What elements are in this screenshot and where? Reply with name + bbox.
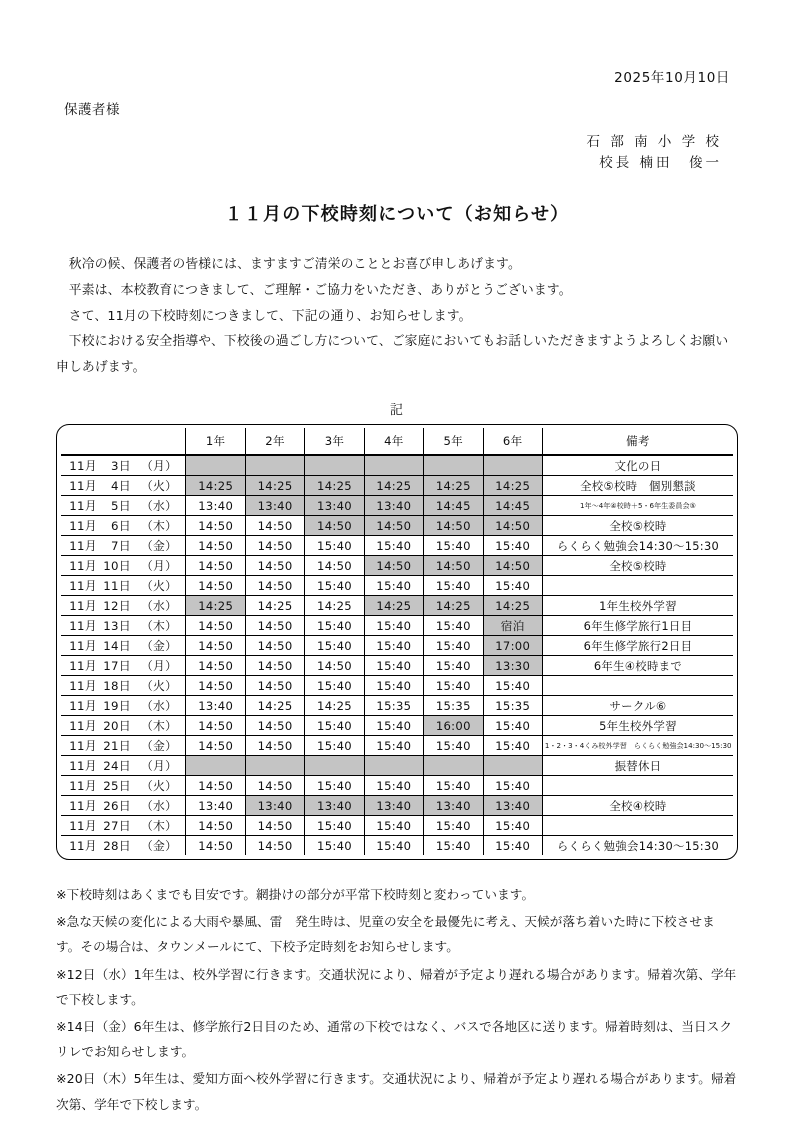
- dismissal-time-grade1: 14:50: [186, 836, 245, 856]
- schedule-table-head: [61, 428, 733, 455]
- date-weekday: （月）: [140, 759, 178, 774]
- row-date-cell: [61, 716, 186, 736]
- dismissal-time-grade6: 13:40: [483, 796, 542, 816]
- row-date-cell: [61, 455, 186, 476]
- dismissal-time-grade5: 16:00: [424, 716, 483, 736]
- row-date-cell: [61, 636, 186, 656]
- dismissal-time-grade6: 15:40: [483, 836, 542, 856]
- row-note-cell: [542, 676, 733, 696]
- date-weekday: （火）: [140, 479, 178, 494]
- date-day: 4日: [111, 479, 131, 494]
- addressee: 保護者様: [64, 102, 120, 118]
- dismissal-time-grade5: 14:25: [424, 476, 483, 496]
- dismissal-time-grade5: 14:25: [424, 596, 483, 616]
- dismissal-time-grade2: 14:25: [245, 696, 304, 716]
- row-date-cell: [61, 576, 186, 596]
- row-note-cell: 全校⑤校時: [542, 556, 733, 576]
- row-note-cell: 文化の日: [542, 455, 733, 476]
- table-row: [61, 696, 733, 716]
- row-date-cell: [61, 836, 186, 856]
- date-month: 11月: [69, 699, 97, 714]
- dismissal-time-grade3: 14:25: [305, 476, 364, 496]
- dismissal-time-grade6: 15:40: [483, 576, 542, 596]
- column-header-grade2: 2年: [245, 428, 304, 455]
- date-day: 3日: [111, 459, 131, 474]
- table-row: [61, 496, 733, 516]
- dismissal-time-grade5: 14:50: [424, 556, 483, 576]
- row-note-cell: 1・2・3・4くみ校外学習 らくらく勉強会14:30～15:30: [542, 736, 733, 756]
- table-row: [61, 836, 733, 856]
- row-date-cell: [61, 496, 186, 516]
- dismissal-time-grade6: 15:40: [483, 536, 542, 556]
- date-weekday: （金）: [140, 639, 178, 654]
- row-date-cell: [61, 596, 186, 616]
- dismissal-time-grade2: 14:50: [245, 556, 304, 576]
- row-note-cell: 振替休日: [542, 756, 733, 776]
- dismissal-time-grade4: 15:40: [364, 816, 423, 836]
- dismissal-time-grade6: 14:25: [483, 476, 542, 496]
- table-row: [61, 616, 733, 636]
- dismissal-time-grade4: 15:40: [364, 536, 423, 556]
- dismissal-time-grade5: 15:40: [424, 776, 483, 796]
- column-header-grade3: 3年: [305, 428, 364, 455]
- date-month: 11月: [69, 779, 97, 794]
- dismissal-time-grade1: 13:40: [186, 796, 245, 816]
- dismissal-time-grade5: [424, 756, 483, 776]
- date-weekday: （木）: [140, 519, 178, 534]
- date-month: 11月: [69, 539, 97, 554]
- date-weekday: （火）: [140, 579, 178, 594]
- dismissal-time-grade3: 15:40: [305, 836, 364, 856]
- row-note-cell: [542, 816, 733, 836]
- greeting-line-2: 平素は、本校教育につきまして、ご理解・ご協力をいただき、ありがとうございます。: [68, 282, 572, 298]
- dismissal-time-grade6: [483, 455, 542, 476]
- dismissal-time-grade1: [186, 756, 245, 776]
- date-month: 11月: [69, 559, 97, 574]
- date-weekday: （水）: [140, 499, 178, 514]
- row-date-cell: [61, 616, 186, 636]
- row-date-cell: [61, 556, 186, 576]
- dismissal-time-grade5: 14:45: [424, 496, 483, 516]
- dismissal-time-grade4: 15:40: [364, 676, 423, 696]
- date-month: 11月: [69, 759, 97, 774]
- dismissal-time-grade2: [245, 455, 304, 476]
- row-date-cell: [61, 696, 186, 716]
- date-day: 14日: [103, 639, 131, 654]
- dismissal-time-grade6: 14:50: [483, 516, 542, 536]
- table-row: [61, 455, 733, 476]
- note-2: ※急な天候の変化による大雨や暴風、雷 発生時は、児童の安全を最優先に考え、天候が落ち着いた時に下校させます。その場合は、タウンメールにて、下校予定時刻をお知らせします。: [56, 914, 715, 955]
- date-day: 24日: [103, 759, 131, 774]
- note-5: ※20日（木）5年生は、愛知方面へ校外学習に行きます。交通状況により、帰着が予定より遅れる場合があります。帰着次第、学年で下校します。: [56, 1071, 737, 1112]
- date-weekday: （木）: [140, 819, 178, 834]
- dismissal-time-grade2: 14:50: [245, 776, 304, 796]
- column-header-grade4: 4年: [364, 428, 423, 455]
- dismissal-time-grade1: 14:50: [186, 576, 245, 596]
- greeting-line-1: 秋冷の候、保護者の皆様には、ますますご清栄のこととお喜び申しあげます。: [68, 256, 521, 272]
- row-date-cell: [61, 656, 186, 676]
- schedule-table-body: [61, 455, 733, 855]
- date-month: 11月: [69, 639, 97, 654]
- date-month: 11月: [69, 459, 97, 474]
- date-day: 19日: [103, 699, 131, 714]
- dismissal-time-grade5: [424, 455, 483, 476]
- table-row: [61, 716, 733, 736]
- dismissal-time-grade6: 14:45: [483, 496, 542, 516]
- date-weekday: （水）: [140, 799, 178, 814]
- dismissal-time-grade3: 15:40: [305, 616, 364, 636]
- dismissal-time-grade5: 15:40: [424, 736, 483, 756]
- dismissal-time-grade5: 15:40: [424, 676, 483, 696]
- row-date-cell: [61, 816, 186, 836]
- dismissal-time-grade6: 14:25: [483, 596, 542, 616]
- row-note-cell: 1年～4年④校時＋5・6年生委員会⑤: [542, 496, 733, 516]
- row-note-cell: [542, 576, 733, 596]
- dismissal-time-grade5: 14:50: [424, 516, 483, 536]
- table-row: [61, 576, 733, 596]
- dismissal-time-grade4: 15:40: [364, 576, 423, 596]
- dismissal-time-grade3: 15:40: [305, 576, 364, 596]
- dismissal-time-grade5: 15:40: [424, 816, 483, 836]
- table-header-row: [61, 428, 733, 455]
- table-row: [61, 536, 733, 556]
- dismissal-time-grade5: 15:35: [424, 696, 483, 716]
- dismissal-time-grade3: 15:40: [305, 676, 364, 696]
- principal-name: 校長 楠田 俊一: [599, 154, 722, 171]
- row-note-cell: 1年生校外学習: [542, 596, 733, 616]
- dismissal-time-grade1: 14:50: [186, 676, 245, 696]
- dismissal-time-grade5: 15:40: [424, 656, 483, 676]
- dismissal-time-grade6: [483, 756, 542, 776]
- dismissal-time-grade1: 14:50: [186, 636, 245, 656]
- dismissal-time-grade5: 15:40: [424, 536, 483, 556]
- dismissal-time-grade6: 15:35: [483, 696, 542, 716]
- date-day: 5日: [111, 499, 131, 514]
- table-row: [61, 596, 733, 616]
- date-month: 11月: [69, 679, 97, 694]
- note-4: ※14日（金）6年生は、修学旅行2日目のため、通常の下校ではなく、バスで各地区に送ります。帰着時刻は、当日スクリレでお知らせします。: [56, 1019, 733, 1060]
- dismissal-time-grade3: 15:40: [305, 776, 364, 796]
- greeting-line-4: 下校における安全指導や、下校後の過ごし方について、ご家庭においてもお話しいただきますようよろしくお願い申しあげます。: [56, 334, 729, 376]
- date-day: 7日: [111, 539, 131, 554]
- table-row: [61, 816, 733, 836]
- date-month: 11月: [69, 799, 97, 814]
- dismissal-time-grade1: 14:50: [186, 536, 245, 556]
- dismissal-time-grade6: 15:40: [483, 816, 542, 836]
- dismissal-time-grade2: 13:40: [245, 496, 304, 516]
- date-weekday: （水）: [140, 699, 178, 714]
- table-row: [61, 676, 733, 696]
- date-weekday: （木）: [140, 619, 178, 634]
- dismissal-time-grade1: 14:50: [186, 616, 245, 636]
- table-row: [61, 556, 733, 576]
- date-day: 11日: [103, 579, 131, 594]
- dismissal-time-grade4: 14:50: [364, 556, 423, 576]
- dismissal-time-grade2: 14:50: [245, 616, 304, 636]
- dismissal-time-grade1: 14:50: [186, 556, 245, 576]
- date-month: 11月: [69, 719, 97, 734]
- date-day: 6日: [111, 519, 131, 534]
- table-row: [61, 476, 733, 496]
- document-date: 2025年10月10日: [614, 70, 730, 86]
- dismissal-time-grade4: 15:40: [364, 716, 423, 736]
- dismissal-time-grade4: [364, 756, 423, 776]
- dismissal-time-grade3: [305, 455, 364, 476]
- date-weekday: （木）: [140, 719, 178, 734]
- dismissal-time-grade2: 14:25: [245, 596, 304, 616]
- date-day: 25日: [103, 779, 131, 794]
- date-day: 10日: [103, 559, 131, 574]
- dismissal-time-grade4: 15:35: [364, 696, 423, 716]
- dismissal-time-grade4: 15:40: [364, 776, 423, 796]
- column-header-grade5: 5年: [424, 428, 483, 455]
- schedule-table: [61, 428, 733, 855]
- dismissal-time-grade3: 13:40: [305, 796, 364, 816]
- dismissal-time-grade6: 宿泊: [483, 616, 542, 636]
- greeting-section: [56, 252, 738, 381]
- date-day: 28日: [103, 839, 131, 854]
- column-header-grade1: 1年: [186, 428, 245, 455]
- date-day: 12日: [103, 599, 131, 614]
- dismissal-time-grade1: 13:40: [186, 496, 245, 516]
- dismissal-time-grade5: 15:40: [424, 576, 483, 596]
- date-month: 11月: [69, 739, 97, 754]
- dismissal-time-grade4: 14:50: [364, 516, 423, 536]
- note-1: ※下校時刻はあくまでも目安です。網掛けの部分が平常下校時刻と変わっています。: [56, 887, 535, 903]
- dismissal-time-grade4: 15:40: [364, 636, 423, 656]
- dismissal-time-grade4: 15:40: [364, 836, 423, 856]
- date-day: 20日: [103, 719, 131, 734]
- dismissal-time-grade1: 13:40: [186, 696, 245, 716]
- date-month: 11月: [69, 819, 97, 834]
- row-note-cell: らくらく勉強会14:30～15:30: [542, 536, 733, 556]
- dismissal-time-grade1: 14:50: [186, 656, 245, 676]
- dismissal-time-grade1: 14:50: [186, 716, 245, 736]
- dismissal-time-grade3: 14:25: [305, 696, 364, 716]
- row-date-cell: [61, 516, 186, 536]
- dismissal-time-grade2: [245, 756, 304, 776]
- dismissal-time-grade1: [186, 455, 245, 476]
- date-month: 11月: [69, 619, 97, 634]
- date-weekday: （金）: [140, 539, 178, 554]
- school-name: 石 部 南 小 学 校: [586, 134, 722, 150]
- date-month: 11月: [69, 499, 97, 514]
- dismissal-time-grade2: 13:40: [245, 796, 304, 816]
- dismissal-time-grade5: 15:40: [424, 836, 483, 856]
- dismissal-time-grade3: 15:40: [305, 716, 364, 736]
- greeting-line-3: さて、11月の下校時刻につきまして、下記の通り、お知らせします。: [68, 308, 472, 324]
- dismissal-time-grade3: [305, 756, 364, 776]
- row-note-cell: 6年生修学旅行2日目: [542, 636, 733, 656]
- dismissal-time-grade6: 17:00: [483, 636, 542, 656]
- dismissal-time-grade2: 14:50: [245, 736, 304, 756]
- row-date-cell: [61, 536, 186, 556]
- dismissal-time-grade4: 13:40: [364, 496, 423, 516]
- dismissal-time-grade2: 14:50: [245, 816, 304, 836]
- dismissal-time-grade4: 15:40: [364, 736, 423, 756]
- dismissal-time-grade6: 14:50: [483, 556, 542, 576]
- row-date-cell: [61, 756, 186, 776]
- table-row: [61, 516, 733, 536]
- row-note-cell: らくらく勉強会14:30～15:30: [542, 836, 733, 856]
- date-month: 11月: [69, 659, 97, 674]
- note-3: ※12日（水）1年生は、校外学習に行きます。交通状況により、帰着が予定より遅れる場合があります。帰着次第、学年で下校します。: [56, 966, 737, 1007]
- dismissal-time-grade6: 15:40: [483, 776, 542, 796]
- dismissal-time-grade4: 14:25: [364, 476, 423, 496]
- row-date-cell: [61, 676, 186, 696]
- dismissal-time-grade2: 14:50: [245, 536, 304, 556]
- row-note-cell: 6年生④校時まで: [542, 656, 733, 676]
- date-weekday: （月）: [140, 659, 178, 674]
- dismissal-time-grade5: 13:40: [424, 796, 483, 816]
- dismissal-time-grade5: 15:40: [424, 636, 483, 656]
- school-signature-block: [56, 132, 722, 174]
- ki-mark: 記: [389, 403, 404, 419]
- column-header-date: [61, 428, 186, 455]
- dismissal-time-grade2: 14:50: [245, 676, 304, 696]
- row-note-cell: 5年生校外学習: [542, 716, 733, 736]
- dismissal-time-grade1: 14:50: [186, 516, 245, 536]
- date-weekday: （火）: [140, 779, 178, 794]
- row-date-cell: [61, 476, 186, 496]
- table-row: [61, 756, 733, 776]
- dismissal-time-grade3: 14:50: [305, 556, 364, 576]
- dismissal-time-grade6: 13:30: [483, 656, 542, 676]
- dismissal-time-grade6: 15:40: [483, 736, 542, 756]
- row-note-cell: 全校⑤校時: [542, 516, 733, 536]
- dismissal-time-grade3: 15:40: [305, 816, 364, 836]
- dismissal-time-grade1: 14:50: [186, 776, 245, 796]
- dismissal-time-grade3: 15:40: [305, 736, 364, 756]
- dismissal-time-grade3: 14:50: [305, 516, 364, 536]
- dismissal-time-grade1: 14:25: [186, 476, 245, 496]
- row-date-cell: [61, 796, 186, 816]
- date-month: 11月: [69, 839, 97, 854]
- dismissal-time-grade1: 14:50: [186, 816, 245, 836]
- date-day: 17日: [103, 659, 131, 674]
- date-day: 27日: [103, 819, 131, 834]
- dismissal-time-grade6: 15:40: [483, 676, 542, 696]
- row-date-cell: [61, 736, 186, 756]
- row-date-cell: [61, 776, 186, 796]
- dismissal-time-grade1: 14:25: [186, 596, 245, 616]
- dismissal-time-grade2: 14:25: [245, 476, 304, 496]
- date-month: 11月: [69, 579, 97, 594]
- dismissal-time-grade3: 14:25: [305, 596, 364, 616]
- column-header-note: 備考: [542, 428, 733, 455]
- dismissal-time-grade3: 15:40: [305, 536, 364, 556]
- dismissal-time-grade2: 14:50: [245, 576, 304, 596]
- dismissal-time-grade1: 14:50: [186, 736, 245, 756]
- table-row: [61, 736, 733, 756]
- dismissal-time-grade4: 15:40: [364, 616, 423, 636]
- table-row: [61, 656, 733, 676]
- date-day: 26日: [103, 799, 131, 814]
- dismissal-time-grade4: 15:40: [364, 656, 423, 676]
- dismissal-time-grade4: 13:40: [364, 796, 423, 816]
- dismissal-time-grade3: 14:50: [305, 656, 364, 676]
- row-note-cell: 全校⑤校時 個別懇談: [542, 476, 733, 496]
- date-weekday: （水）: [140, 599, 178, 614]
- table-row: [61, 776, 733, 796]
- dismissal-time-grade2: 14:50: [245, 636, 304, 656]
- date-weekday: （火）: [140, 679, 178, 694]
- column-header-grade6: 6年: [483, 428, 542, 455]
- dismissal-time-grade2: 14:50: [245, 716, 304, 736]
- row-note-cell: [542, 776, 733, 796]
- date-weekday: （金）: [140, 839, 178, 854]
- date-day: 13日: [103, 619, 131, 634]
- date-day: 21日: [103, 739, 131, 754]
- row-note-cell: 6年生修学旅行1日目: [542, 616, 733, 636]
- notes-section: [56, 882, 738, 1117]
- dismissal-time-grade4: 14:25: [364, 596, 423, 616]
- date-day: 18日: [103, 679, 131, 694]
- row-note-cell: サークル⑥: [542, 696, 733, 716]
- date-month: 11月: [69, 599, 97, 614]
- dismissal-time-grade2: 14:50: [245, 836, 304, 856]
- dismissal-time-grade2: 14:50: [245, 516, 304, 536]
- row-note-cell: 全校④校時: [542, 796, 733, 816]
- dismissal-time-grade3: 13:40: [305, 496, 364, 516]
- date-month: 11月: [69, 479, 97, 494]
- date-weekday: （月）: [140, 459, 178, 474]
- date-weekday: （金）: [140, 739, 178, 754]
- dismissal-time-grade3: 15:40: [305, 636, 364, 656]
- date-month: 11月: [69, 519, 97, 534]
- date-weekday: （月）: [140, 559, 178, 574]
- dismissal-time-grade5: 15:40: [424, 616, 483, 636]
- page-title: １１月の下校時刻について（お知らせ）: [224, 203, 570, 225]
- dismissal-time-grade2: 14:50: [245, 656, 304, 676]
- dismissal-time-grade6: 15:40: [483, 716, 542, 736]
- table-row: [61, 796, 733, 816]
- schedule-table-wrapper: [56, 424, 738, 860]
- dismissal-time-grade4: [364, 455, 423, 476]
- table-row: [61, 636, 733, 656]
